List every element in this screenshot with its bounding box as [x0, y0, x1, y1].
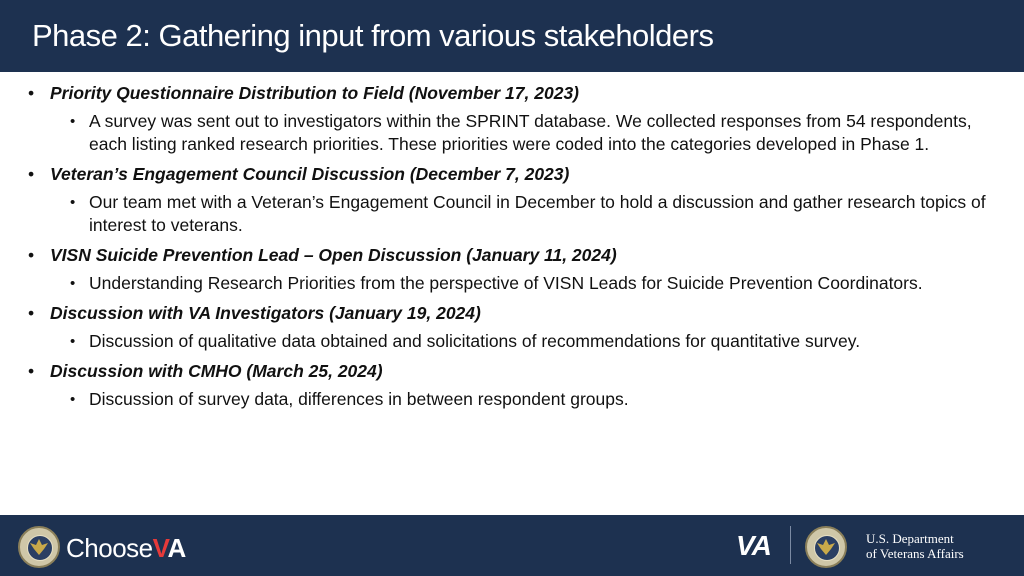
item-heading: VISN Suicide Prevention Lead – Open Discussion (January 11, 2024) [50, 245, 617, 265]
dept-line2: of Veterans Affairs [866, 546, 964, 561]
bullet-icon: • [28, 245, 35, 265]
item-heading: Discussion with VA Investigators (January 19, 2024) [50, 303, 481, 323]
level2-bullet [70, 110, 988, 156]
department-name [866, 531, 964, 561]
va-seal-icon [18, 526, 60, 568]
level2-bullet [70, 191, 988, 237]
bullet-icon: • [70, 275, 76, 292]
list-item [28, 82, 988, 156]
list-item [28, 360, 988, 411]
item-heading: Discussion with CMHO (March 25, 2024) [50, 361, 383, 381]
va-seal-icon [805, 526, 847, 568]
level2-bullet [70, 272, 988, 295]
item-detail: Discussion of qualitative data obtained and solicitations of recommendations for quantitative survey. [89, 331, 861, 351]
level1-bullet [28, 360, 988, 383]
bullet-icon: • [70, 391, 76, 408]
level2-bullet [70, 388, 988, 411]
bullet-icon: • [70, 333, 76, 350]
bullet-icon: • [70, 113, 76, 130]
bullet-icon: • [70, 194, 76, 211]
level1-bullet [28, 163, 988, 186]
list-item [28, 163, 988, 237]
item-heading: Priority Questionnaire Distribution to Field (November 17, 2023) [50, 83, 579, 103]
va-logo: VA [736, 530, 771, 561]
slide-title: Phase 2: Gathering input from various stakeholders [32, 18, 714, 53]
choose-text: Choose [66, 533, 153, 563]
item-detail: Our team met with a Veteran’s Engagement Council in December to hold a discussion and gather research topics of interest to veterans. [89, 192, 986, 235]
item-detail: Understanding Research Priorities from the perspective of VISN Leads for Suicide Prevention Coordinators. [89, 273, 923, 293]
slide-body [28, 82, 988, 418]
bullet-icon: • [28, 83, 35, 103]
bullet-icon: • [28, 361, 35, 381]
dept-line1: U.S. Department [866, 531, 954, 546]
item-detail: A survey was sent out to investigators within the SPRINT database. We collected responses from 54 respondents, each listing ranked research priorities. These priorities were coded into the categories developed in Phase 1. [89, 111, 972, 154]
list-item [28, 302, 988, 353]
list-item [28, 244, 988, 295]
bullet-icon: • [28, 164, 35, 184]
item-heading: Veteran’s Engagement Council Discussion (December 7, 2023) [50, 164, 570, 184]
choose-v: V [152, 533, 168, 563]
choose-va-logo [66, 533, 186, 564]
level1-bullet [28, 244, 988, 267]
level1-bullet [28, 82, 988, 105]
level2-bullet [70, 330, 988, 353]
footer-divider [790, 526, 791, 564]
slide-header [0, 0, 1024, 72]
bullet-icon: • [28, 303, 35, 323]
item-detail: Discussion of survey data, differences in between respondent groups. [89, 389, 629, 409]
level1-bullet [28, 302, 988, 325]
choose-a: A [167, 533, 186, 563]
